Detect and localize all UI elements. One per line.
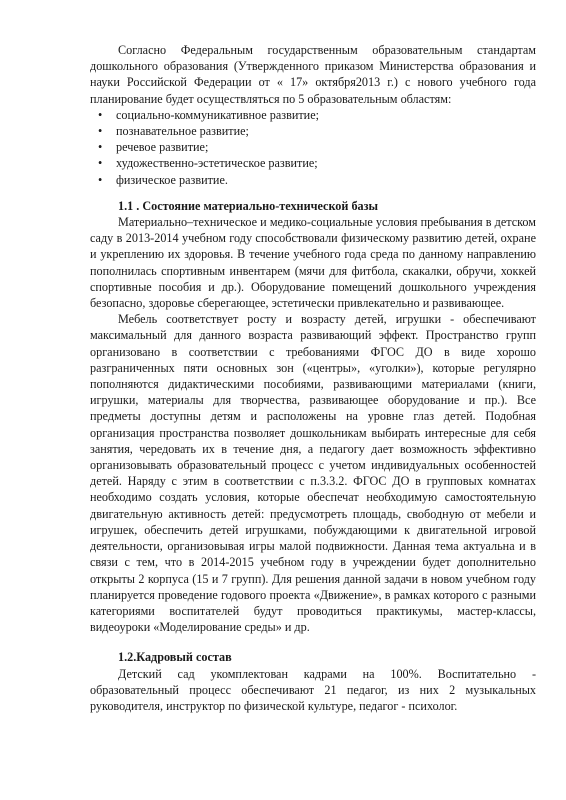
list-item: • познавательное развитие; [90, 123, 536, 139]
list-item: • социально-коммуникативное развитие; [90, 107, 536, 123]
paragraph: Мебель соответствует росту и возрасту детей, игрушки - обеспечивают максимальный для данного возраста развивающий эффект. Пространство групп организовано в соответствии с требованиями ФГОС ДО в виде хорошо разграниченных пяти основных зон («центры», «уголки»), которые регулярно пополняются дидактическими пособиями, развивающими материалами (книги, игрушки, материалы для творчества, развивающее оборудование и пр.). Все предметы доступны детям и расположены на уровне глаз детей. Подобная организация пространства позволяет дошкольникам выбирать интересные для себя занятия, чередовать их в течение дня, а педагогу дает возможность эффективно организовывать образовательный процесс с учетом индивидуальных особенностей детей. Наряду с этим в соответствии с п.3.3.2. ФГОС ДО в групповых комнатах необходимо создать условия, которые обеспечат необходимую самостоятельную двигательную активность детей: предусмотреть площадь, свободную от мебели и игрушек, обеспечить детей игрушками, побуждающими к двигательной игровой деятельности, организовывая игры малой подвижности. Данная тема актуальна и в связи с тем, что в 2014-2015 учебном году в учреждении будет дополнительно открыты 2 корпуса (15 и 7 групп). Для решения данной задачи в новом учебном году планируется проведение годового проекта «Движение», в рамках которого с разными категориями воспитателей будут проводиться практикумы, мастер-классы, видеоуроки «Моделирование среды» и др. [90, 312, 536, 635]
list-item: • физическое развитие. [90, 172, 536, 188]
list-item: • речевое развитие; [90, 139, 536, 155]
list-item: • художественно-эстетическое развитие; [90, 155, 536, 171]
paragraph: Детский сад укомплектован кадрами на 100%. Воспитательно - образовательный процесс обеспечивают 21 педагог, из них 2 музыкальных руководителя, инструктор по физической культуре, педагог - психолог. [90, 666, 536, 713]
education-areas-list [90, 107, 536, 188]
section-heading-staff: 1.2.Кадровый состав [118, 650, 232, 665]
section-heading-material-base: 1.1 . Состояние материально-технической базы [118, 198, 379, 213]
paragraph: Материально–техническое и медико-социальные условия пребывания в детском саду в 2013-2014 учебном году способствовали физическому развитию детей, охране и укреплению их здоровья. В течение учебного года среда по данному направлению пополнилась спортивным инвентарем (мячи для фитбола, скакалки, обручи, хоккей спортивные пособия и др.). Оборудование помещений дошкольного учреждения безопасно, здоровье сберегающее, эстетически привлекательно и развивающее. [90, 215, 536, 311]
intro-paragraph: Согласно Федеральным государственным образовательным стандартам дошкольного образования (Утвержденного приказом Министерства образования и науки Российской Федерации от « 17» октября2013 г.) с нового учебного года планирование будет осуществляться по 5 образовательным областям: [90, 43, 536, 106]
